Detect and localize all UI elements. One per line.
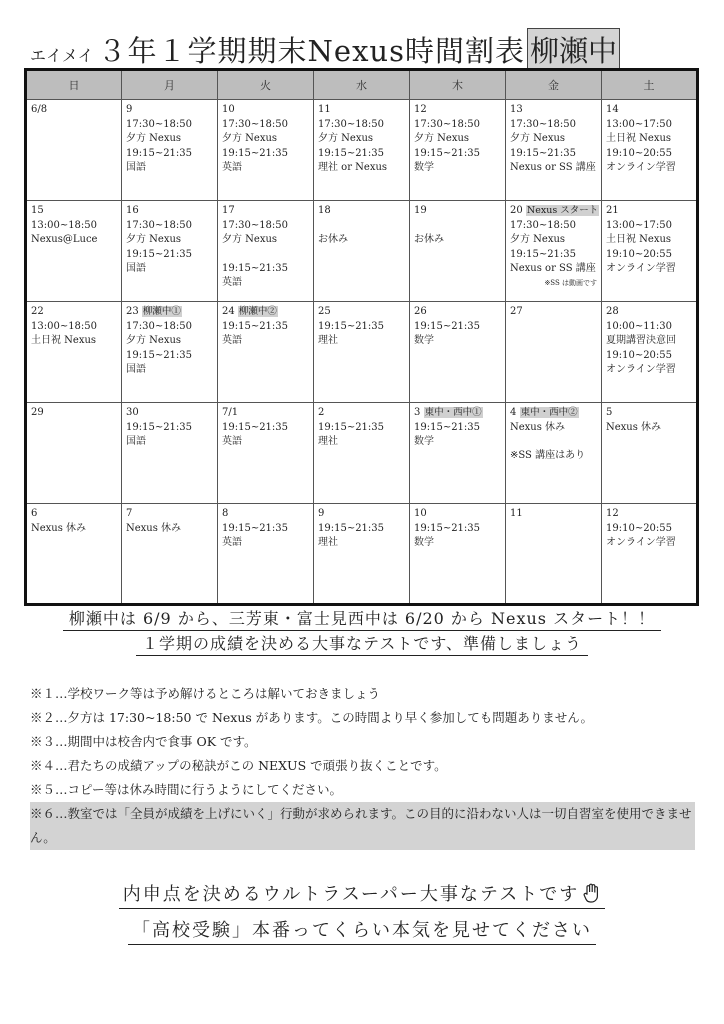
weekday-mon: 月 xyxy=(122,70,218,100)
day-line: 夕方 Nexus xyxy=(222,234,278,245)
weekday-thu: 木 xyxy=(410,70,506,100)
schedule-calendar xyxy=(24,68,699,606)
day-line: 夏期講習決意回 xyxy=(606,335,676,346)
week-row xyxy=(26,302,698,403)
day-date-number: 7/1 xyxy=(222,407,239,418)
day-line: オンライン学習 xyxy=(606,263,676,274)
day-date-number: 11 xyxy=(318,104,331,115)
day-tag: 柳瀬中① xyxy=(142,306,181,317)
day-date xyxy=(318,204,405,219)
day-line: 土日祝 Nexus xyxy=(606,234,672,245)
day-cell xyxy=(602,504,698,605)
day-cell xyxy=(122,201,218,302)
day-tag: 東中・西中② xyxy=(520,407,578,418)
day-cell xyxy=(26,100,122,201)
day-date-number: 10 xyxy=(222,104,235,115)
day-cell xyxy=(218,302,314,403)
day-line: 英語 xyxy=(222,335,242,346)
day-cell xyxy=(122,403,218,504)
day-line: 17:30~18:50 xyxy=(510,118,577,130)
day-line: 土日祝 Nexus xyxy=(31,335,97,346)
day-date xyxy=(606,507,692,522)
day-line: ※SS 講座はあり xyxy=(510,450,586,461)
day-line: 英語 xyxy=(222,162,242,173)
day-cell xyxy=(122,100,218,201)
day-date-number: 8 xyxy=(222,508,229,519)
day-line: お休み xyxy=(414,233,444,245)
day-date xyxy=(31,204,117,219)
day-line: 13:00~18:50 xyxy=(31,219,98,231)
day-line: 理社 xyxy=(318,436,338,447)
announcement-prepare-text: １学期の成績を決める大事なテストです、準備しましょう xyxy=(136,634,588,656)
day-date-number: 28 xyxy=(606,306,619,317)
day-line: 17:30~18:50 xyxy=(414,118,481,130)
day-date-number: 12 xyxy=(414,104,427,115)
day-line: 13:00~17:50 xyxy=(606,118,673,130)
day-date-number: 14 xyxy=(606,104,619,115)
closing-line-2 xyxy=(0,916,724,942)
day-date-number: 16 xyxy=(126,205,139,216)
day-date-number: 6/8 xyxy=(31,104,48,115)
day-date-number: 6 xyxy=(31,508,38,519)
day-date xyxy=(510,507,597,522)
day-cell xyxy=(26,504,122,605)
day-cell xyxy=(506,403,602,504)
day-line: 数学 xyxy=(414,537,434,548)
day-date xyxy=(318,305,405,320)
day-date-number: 4 xyxy=(510,407,517,418)
day-date xyxy=(510,204,597,219)
day-line: 17:30~18:50 xyxy=(126,219,193,231)
day-cell xyxy=(602,100,698,201)
day-line-spacer xyxy=(414,219,501,233)
day-line: 夕方 Nexus xyxy=(318,133,374,144)
day-line: 数学 xyxy=(414,436,434,447)
calendar-body xyxy=(26,100,698,605)
notes-list xyxy=(30,682,695,850)
day-line: 19:15~21:35 xyxy=(126,349,193,361)
week-row xyxy=(26,403,698,504)
day-line: Nexus or SS 講座 xyxy=(510,162,596,173)
day-line: オンライン学習 xyxy=(606,537,676,548)
day-date xyxy=(31,103,117,118)
day-line: 19:15~21:35 xyxy=(318,320,385,332)
day-line: 17:30~18:50 xyxy=(126,320,193,332)
day-cell xyxy=(314,504,410,605)
day-cell xyxy=(410,302,506,403)
day-cell xyxy=(410,100,506,201)
day-line: 英語 xyxy=(222,436,242,447)
day-cell xyxy=(506,504,602,605)
day-date-number: 21 xyxy=(606,205,619,216)
day-line: 19:15~21:35 xyxy=(126,147,193,159)
day-date xyxy=(222,305,309,320)
day-date xyxy=(414,305,501,320)
day-line: 夕方 Nexus xyxy=(126,234,182,245)
day-tag: Nexus スタート xyxy=(526,205,599,216)
closing-line-1-wrap xyxy=(119,884,605,909)
day-cell xyxy=(218,504,314,605)
day-date-number: 3 xyxy=(414,407,421,418)
weekday-wed: 水 xyxy=(314,70,410,100)
day-line: 19:15~21:35 xyxy=(318,421,385,433)
day-date xyxy=(31,507,117,522)
day-cell xyxy=(602,302,698,403)
day-cell xyxy=(314,201,410,302)
day-date xyxy=(222,103,309,118)
day-line: 国語 xyxy=(126,364,146,375)
page-title xyxy=(30,28,620,68)
day-line: 19:15~21:35 xyxy=(126,421,193,433)
day-line: オンライン学習 xyxy=(606,364,676,375)
day-date-number: 9 xyxy=(126,104,133,115)
day-line: オンライン学習 xyxy=(606,162,676,173)
day-line: お休み xyxy=(318,233,348,245)
weekday-fri: 金 xyxy=(506,70,602,100)
day-date-number: 18 xyxy=(318,205,331,216)
note-item: ※１…学校ワーク等は予め解けるところは解いておきましょう xyxy=(30,686,381,701)
day-date-number: 9 xyxy=(318,508,325,519)
weekday-sat: 土 xyxy=(602,70,698,100)
day-cell xyxy=(602,403,698,504)
day-date-number: 10 xyxy=(414,508,427,519)
day-line: 夕方 Nexus xyxy=(222,133,278,144)
day-line: 19:15~21:35 xyxy=(222,421,289,433)
day-date xyxy=(126,103,213,118)
day-date-number: 11 xyxy=(510,508,523,519)
day-line: Nexus 休み xyxy=(31,522,87,534)
day-line: 13:00~17:50 xyxy=(606,219,673,231)
day-line-spacer xyxy=(510,435,597,449)
day-cell xyxy=(26,403,122,504)
day-line: 19:15~21:35 xyxy=(414,320,481,332)
day-date-number: 17 xyxy=(222,205,235,216)
day-cell xyxy=(506,100,602,201)
day-cell xyxy=(410,504,506,605)
day-cell xyxy=(218,100,314,201)
day-date xyxy=(606,406,692,421)
day-date xyxy=(318,507,405,522)
day-line: 理社 or Nexus xyxy=(318,162,388,173)
announcement-start-text: 柳瀬中は 6/9 から、三芳東・富士見西中は 6/20 から Nexus スタート！！ xyxy=(63,609,661,631)
day-line: 10:00~11:30 xyxy=(606,320,673,332)
day-line: 17:30~18:50 xyxy=(126,118,193,130)
day-date xyxy=(414,507,501,522)
day-date xyxy=(31,305,117,320)
day-line: 19:15~21:35 xyxy=(222,320,289,332)
day-line: 夕方 Nexus xyxy=(510,234,566,245)
note-item-highlighted: ※６…教室では「全員が成績を上げにいく」行動が求められます。この目的に沿わない人は一切自習室を使用できません。 xyxy=(30,802,695,850)
day-date xyxy=(510,406,597,421)
day-date xyxy=(222,406,309,421)
day-date xyxy=(510,305,597,320)
day-line: 13:00~18:50 xyxy=(31,320,98,332)
day-line: 夕方 Nexus xyxy=(510,133,566,144)
day-date-number: 27 xyxy=(510,306,523,317)
day-date xyxy=(31,406,117,421)
day-date-number: 23 xyxy=(126,306,139,317)
day-date xyxy=(606,103,692,118)
day-cell xyxy=(218,201,314,302)
day-cell xyxy=(506,201,602,302)
title-prefix: エイメイ xyxy=(30,46,94,65)
day-cell xyxy=(506,302,602,403)
day-line: 19:15~21:35 xyxy=(510,248,577,260)
day-date xyxy=(126,305,213,320)
day-line: Nexus 休み xyxy=(510,421,566,433)
day-cell xyxy=(122,504,218,605)
day-line: 17:30~18:50 xyxy=(222,219,289,231)
day-cell xyxy=(410,403,506,504)
day-date xyxy=(510,103,597,118)
closing-line-1-text: 内申点を決めるウルトラスーパー大事なテストです xyxy=(122,884,580,905)
day-cell xyxy=(410,201,506,302)
day-line: 19:15~21:35 xyxy=(318,522,385,534)
note-item: ※２…夕方は 17:30~18:50 で Nexus があります。この時間より早く参加しても問題ありません。 xyxy=(30,710,594,725)
day-date xyxy=(318,103,405,118)
day-date-number: 15 xyxy=(31,205,44,216)
day-date-number: 12 xyxy=(606,508,619,519)
day-date xyxy=(222,507,309,522)
day-line: 19:10~20:55 xyxy=(606,349,673,361)
day-line: Nexus 休み xyxy=(606,421,662,433)
announcement-prepare xyxy=(0,631,724,654)
day-date-number: 20 xyxy=(510,205,523,216)
day-date-number: 7 xyxy=(126,508,133,519)
day-date xyxy=(222,204,309,219)
day-line: 19:10~20:55 xyxy=(606,147,673,159)
week-row xyxy=(26,100,698,201)
day-line: 19:15~21:35 xyxy=(318,147,385,159)
day-line: 19:15~21:35 xyxy=(222,262,289,274)
day-line: 国語 xyxy=(126,436,146,447)
day-line: 国語 xyxy=(126,263,146,274)
day-line: 19:15~21:35 xyxy=(510,147,577,159)
day-line: 19:15~21:35 xyxy=(222,147,289,159)
title-main: ３年１学期期末Nexus時間割表 xyxy=(97,34,525,68)
day-date-number: 26 xyxy=(414,306,427,317)
day-line: 19:10~20:55 xyxy=(606,522,673,534)
day-date xyxy=(126,406,213,421)
note-item: ※３…期間中は校舎内で食事 OK です。 xyxy=(30,734,257,749)
day-date-number: 25 xyxy=(318,306,331,317)
day-line-spacer xyxy=(318,219,405,233)
day-date-number: 29 xyxy=(31,407,44,418)
day-line: 夕方 Nexus xyxy=(414,133,470,144)
day-date xyxy=(414,406,501,421)
day-date-number: 2 xyxy=(318,407,325,418)
day-date xyxy=(414,204,501,219)
day-line: 19:15~21:35 xyxy=(222,522,289,534)
day-date xyxy=(126,507,213,522)
day-line: 数学 xyxy=(414,335,434,346)
day-line-spacer xyxy=(222,248,309,262)
day-cell xyxy=(602,201,698,302)
day-tag: 柳瀬中② xyxy=(238,306,277,317)
note-item: ※４…君たちの成績アップの秘訣がこの NEXUS で頑張り抜くことです。 xyxy=(30,758,447,773)
weekday-header-row xyxy=(26,70,698,100)
raised-hand-icon xyxy=(583,883,601,903)
day-date xyxy=(126,204,213,219)
day-line: 国語 xyxy=(126,162,146,173)
closing-line-2-text: 「高校受験」本番ってくらい本気を見せてください xyxy=(128,920,596,945)
day-footnote: ※SS は動画です xyxy=(544,278,597,287)
day-date-number: 13 xyxy=(510,104,523,115)
weekday-sun: 日 xyxy=(26,70,122,100)
day-cell xyxy=(314,100,410,201)
day-line: 英語 xyxy=(222,537,242,548)
closing-line-1 xyxy=(0,880,724,906)
day-date-number: 19 xyxy=(414,205,427,216)
day-line: 19:15~21:35 xyxy=(414,421,481,433)
day-cell xyxy=(218,403,314,504)
day-line: 理社 xyxy=(318,537,338,548)
day-line: 17:30~18:50 xyxy=(510,219,577,231)
day-date-number: 5 xyxy=(606,407,613,418)
day-tag: 東中・西中① xyxy=(424,407,482,418)
day-line: Nexus@Luce xyxy=(31,234,98,245)
day-date-number: 22 xyxy=(31,306,44,317)
day-line: Nexus 休み xyxy=(126,522,182,534)
day-cell xyxy=(26,201,122,302)
day-line: 17:30~18:50 xyxy=(222,118,289,130)
day-line: 土日祝 Nexus xyxy=(606,133,672,144)
day-line: 数学 xyxy=(414,162,434,173)
day-date-number: 24 xyxy=(222,306,235,317)
day-cell xyxy=(314,403,410,504)
note-item: ※５…コピー等は休み時間に行うようにしてください。 xyxy=(30,782,343,797)
day-cell xyxy=(122,302,218,403)
weekday-tue: 火 xyxy=(218,70,314,100)
day-date xyxy=(606,204,692,219)
announcement-start xyxy=(0,606,724,629)
day-line: 19:15~21:35 xyxy=(414,522,481,534)
day-date-number: 30 xyxy=(126,407,139,418)
day-date xyxy=(606,305,692,320)
day-line: 理社 xyxy=(318,335,338,346)
day-line: 19:15~21:35 xyxy=(126,248,193,260)
day-line: 英語 xyxy=(222,277,242,288)
title-school-highlight: 柳瀬中 xyxy=(527,28,620,71)
day-cell xyxy=(26,302,122,403)
day-date xyxy=(414,103,501,118)
day-line: 19:15~21:35 xyxy=(414,147,481,159)
day-line: 19:10~20:55 xyxy=(606,248,673,260)
day-cell xyxy=(314,302,410,403)
day-line: 夕方 Nexus xyxy=(126,133,182,144)
week-row xyxy=(26,504,698,605)
day-line: Nexus or SS 講座 xyxy=(510,263,596,274)
day-line: 夕方 Nexus xyxy=(126,335,182,346)
day-date xyxy=(318,406,405,421)
day-line: 17:30~18:50 xyxy=(318,118,385,130)
week-row xyxy=(26,201,698,302)
